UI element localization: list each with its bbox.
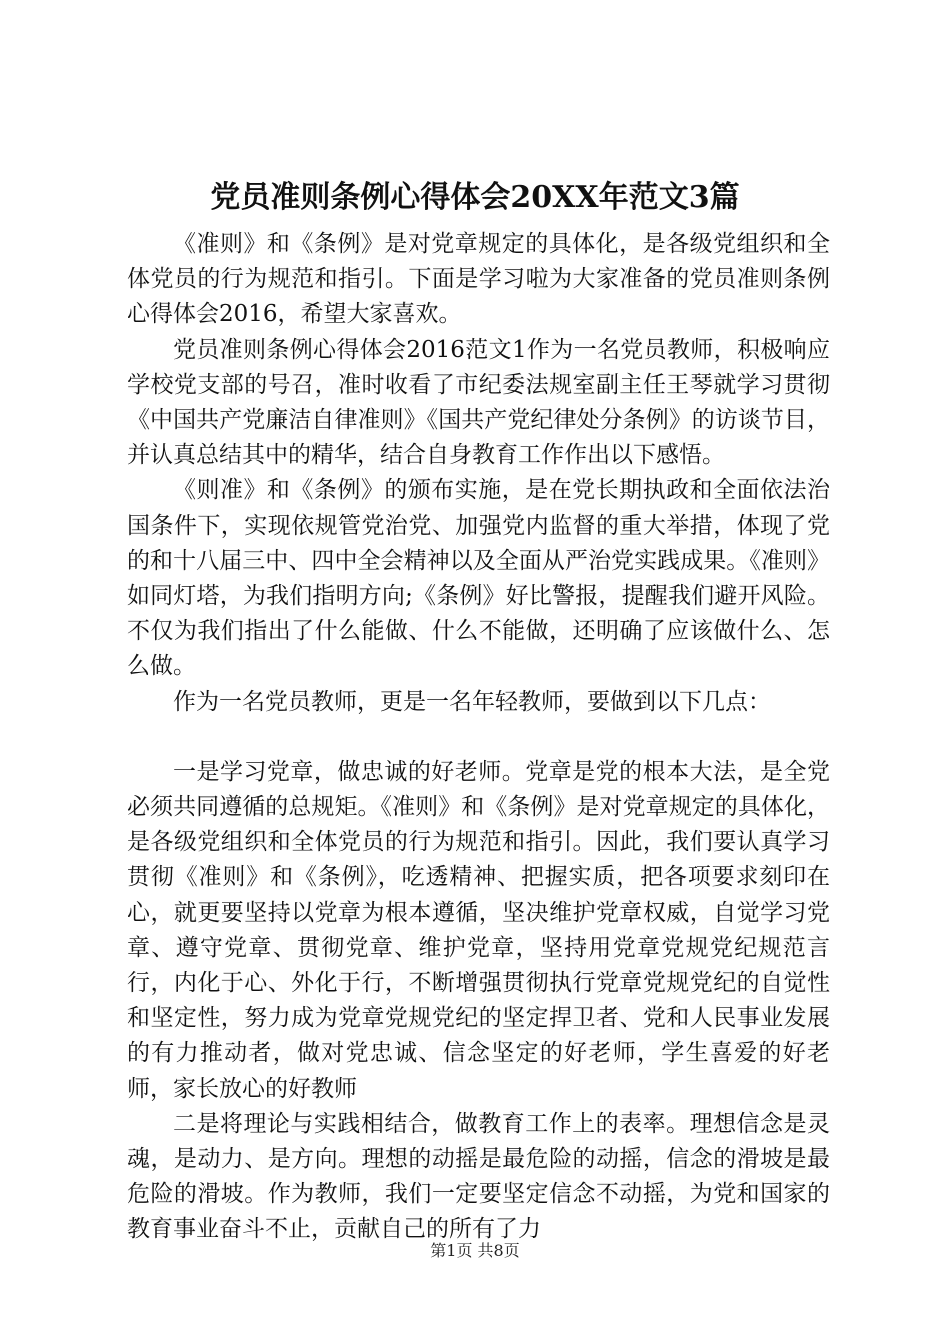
paragraph-teacher-points: 作为一名党员教师，更是一名年轻教师，要做到以下几点： xyxy=(173,688,771,715)
paragraph-point-two: 二是将理论与实践相结合，做教育工作上的表率。理想信念是灵魂，是动力、是方向。理想的动摇是最危险的动摇，信念的滑坡是最危险的滑坡。作为教师，我们一定要坚定信念不动摇，为党和国家的教育事业奋斗不止，贡献自己的所有了力 xyxy=(127,1110,830,1243)
paragraph-point-one: 一是学习党章，做忠诚的好老师。党章是党的根本大法，是全党必须共同遵循的总规矩。《准则》和《条例》是对党章规定的具体化，是各级党组织和全体党员的行为规范和指引。因此，我们要认真学习贯彻《准则》和《条例》，吃透精神、把握实质，把各项要求刻印在心，就更要坚持以党章为根本遵循，坚决维护党章权威，自觉学习党章、遵守党章、贯彻党章、维护党章，坚持用党章党规党纪规范言行，内化于心、外化于行，不断增强贯彻执行党章党规党纪的自觉性和坚定性，努力成为党章党规党纪的坚定捍卫者、党和人民事业发展的有力推动者，做对党忠诚、信念坚定的好老师，学生喜爱的好老师，家长放心的好教师 xyxy=(127,758,830,1102)
paragraph-rules-significance: 《则准》和《条例》的颁布实施，是在党长期执政和全面依法治国条件下，实现依规管党治党、加强党内监督的重大举措，体现了党的和十八届三中、四中全会精神以及全面从严治党实践成果。《准则》如同灯塔，为我们指明方向;《条例》好比警报，提醒我们避开风险。不仅为我们指出了什么能做、什么不能做，还明确了应该做什么、怎么做。 xyxy=(127,477,830,680)
paragraph-intro: 《准则》和《条例》是对党章规定的具体化，是各级党组织和全体党员的行为规范和指引。下面是学习啦为大家准备的党员准则条例心得体会2016，希望大家喜欢。 xyxy=(127,231,830,328)
document-title: 党员准则条例心得体会20XX年范文3篇 xyxy=(210,180,740,215)
paragraph-essay-1-opening: 党员准则条例心得体会2016范文1作为一名党员教师，积极响应学校党支部的号召，准时收看了市纪委法规室副主任王琴就学习贯彻《中国共产党廉洁自律准则》《国共产党纪律处分条例》的访谈节目，并认真总结其中的精华，结合自身教育工作作出以下感悟。 xyxy=(127,336,830,469)
page-footer: 第1页 共8页 xyxy=(430,1241,520,1260)
document-body xyxy=(127,227,830,1248)
